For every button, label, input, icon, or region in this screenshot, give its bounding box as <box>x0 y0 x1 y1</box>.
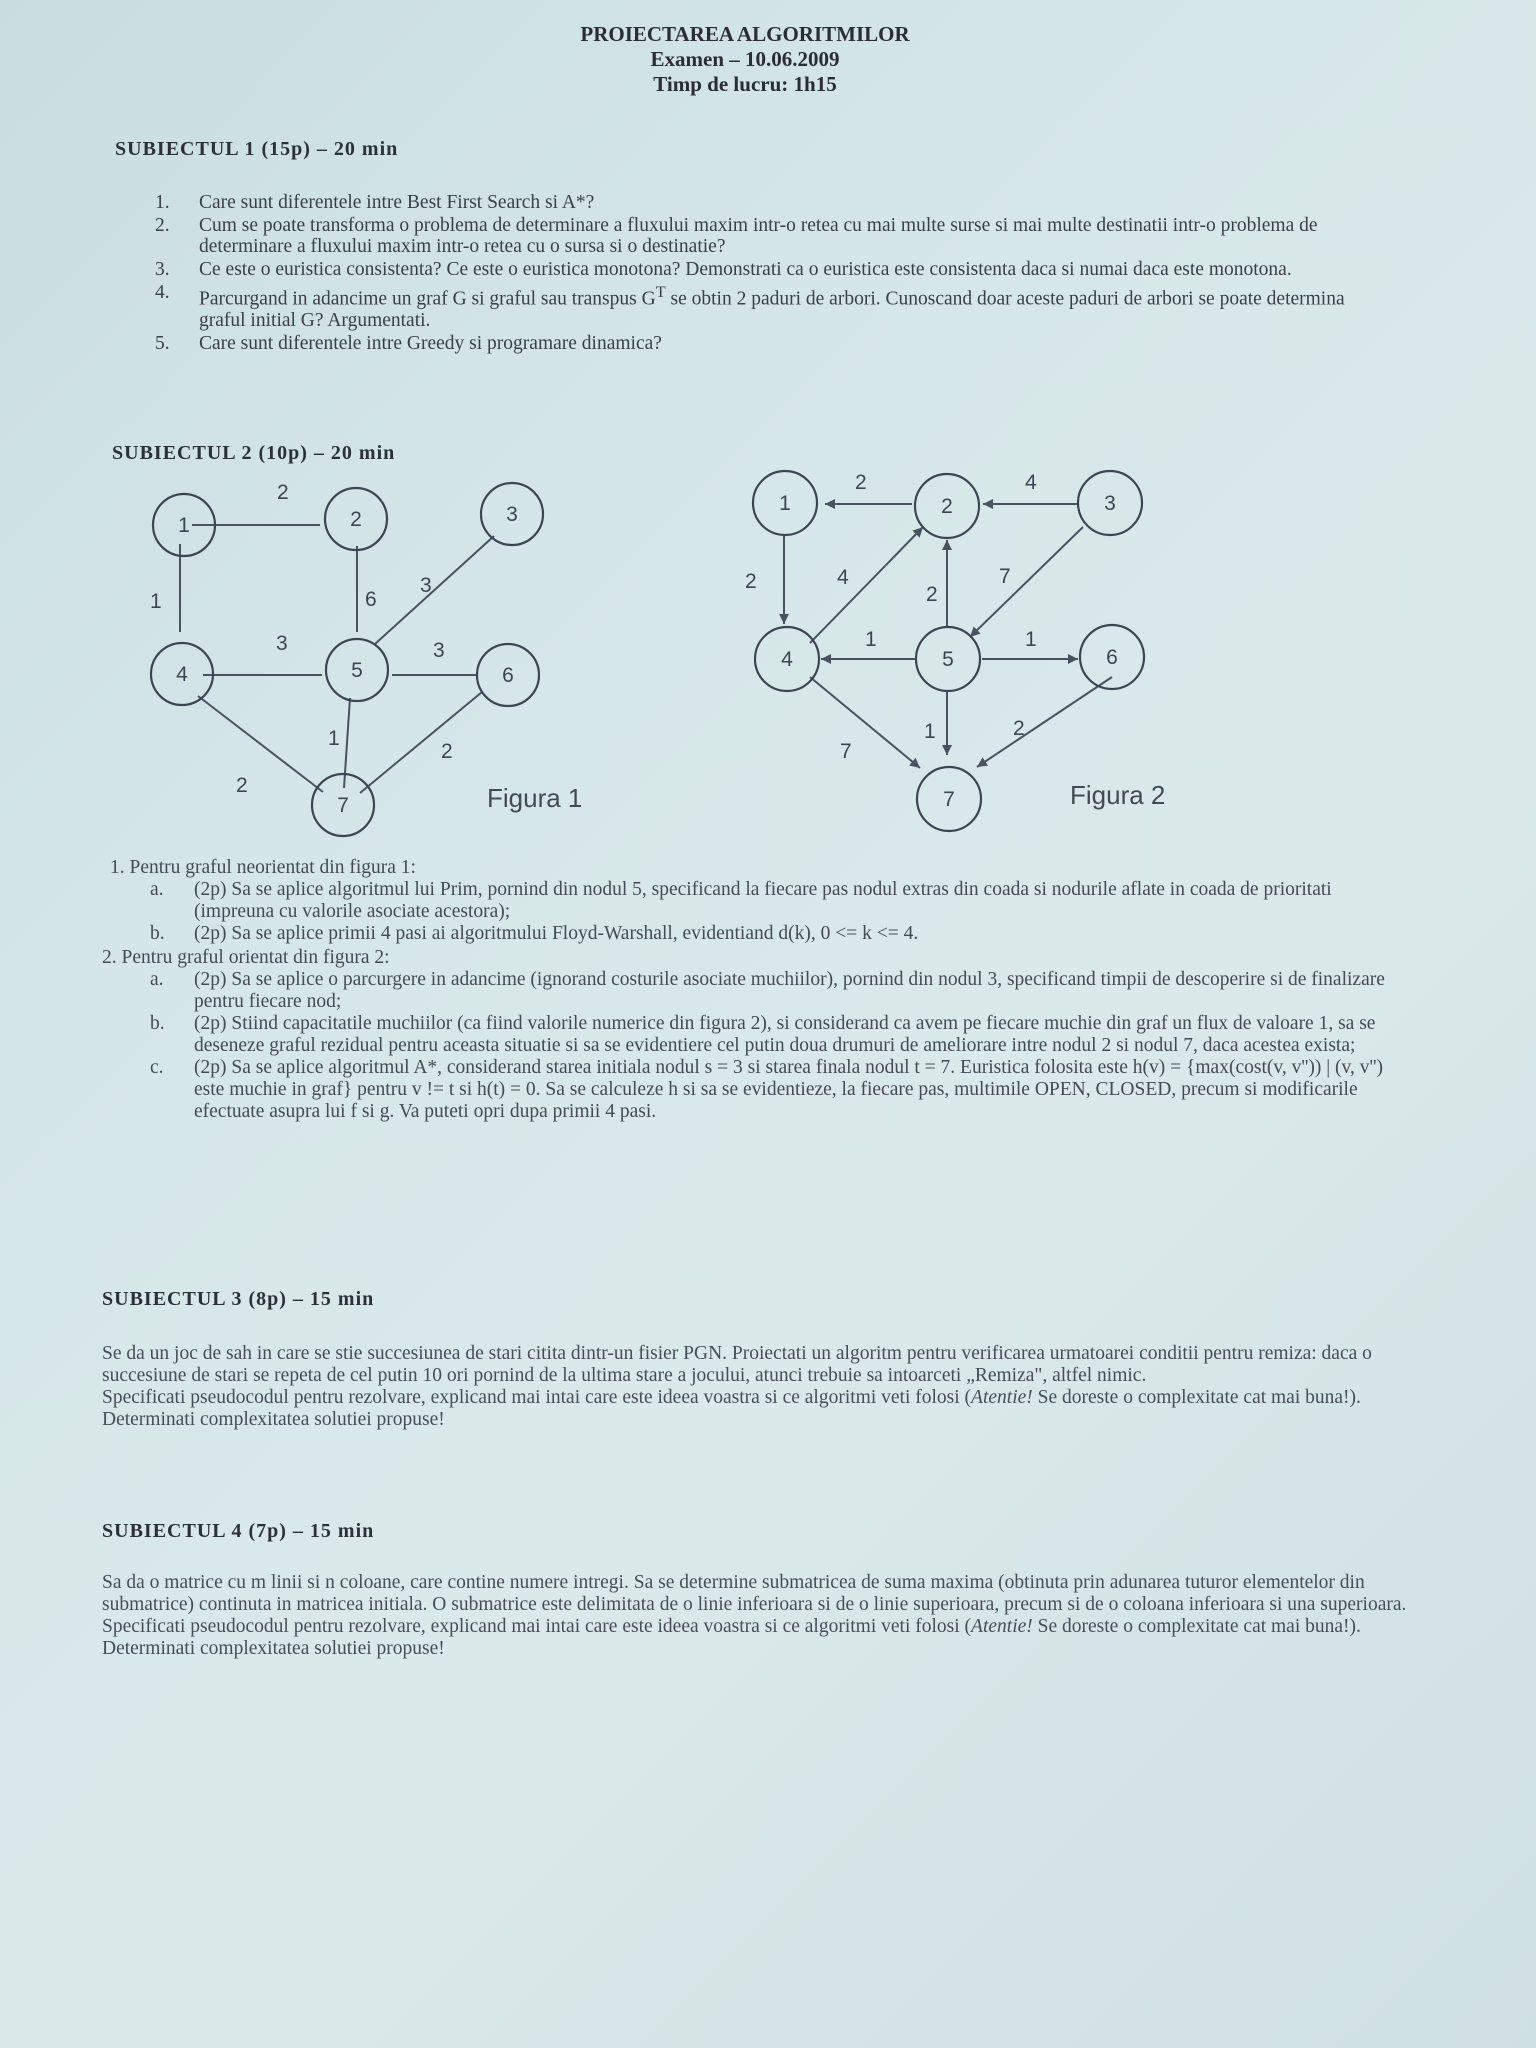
figure-1-label: Figura 1 <box>487 783 583 813</box>
question-number: 4. <box>155 282 170 303</box>
svg-text:6: 6 <box>1106 646 1118 669</box>
task-text: (2p) Sa se aplice primii 4 pasi ai algoritmului Floyd-Warshall, evidentiand d(k), 0 <= k <= 4. <box>194 923 919 944</box>
graph-node <box>917 767 981 831</box>
section-4-title: SUBIECTUL 4 (7p) – 15 min <box>102 1520 375 1542</box>
graph-node <box>755 627 819 691</box>
graph-node <box>1078 471 1142 535</box>
graph-node <box>1080 625 1144 689</box>
section-3-title: SUBIECTUL 3 (8p) – 15 min <box>102 1288 375 1310</box>
edge-4-to-2 <box>810 527 923 643</box>
task-item <box>150 1013 1412 1057</box>
edge-4-to-7 <box>810 677 920 768</box>
weight-6-7: 2 <box>1013 717 1025 740</box>
edge-4-7 <box>198 696 323 792</box>
section-4-statement: Sa da o matrice cu m linii si n coloane, care contine numere intregi. Sa se determine submatricea de suma maxima (obtinuta prin adunarea tuturor elementelor din submatrice) continuta in matricea initiala. O submatrice este delimitata de o linie inferioara si de o linie superioara, precum si de o coloana inferioara si una superioara. <box>102 1572 1407 1615</box>
task-item <box>150 1057 1412 1123</box>
section-2-tasks <box>102 855 1412 1123</box>
question-text: Care sunt diferentele intre Best First Search si A*? <box>199 192 595 213</box>
graph-node <box>312 774 374 836</box>
question-number: 2. <box>155 215 170 236</box>
svg-text:6: 6 <box>502 664 514 687</box>
task-item <box>150 879 1412 923</box>
task-letter: b. <box>150 1013 165 1034</box>
weight-3-2: 4 <box>1025 471 1037 494</box>
svg-text:2: 2 <box>941 495 953 518</box>
task-letter: a. <box>150 879 164 900</box>
weight-1-4: 1 <box>150 590 162 613</box>
svg-text:4: 4 <box>176 663 188 686</box>
question-item <box>155 215 1385 257</box>
task-letter: b. <box>150 923 165 944</box>
svg-text:1: 1 <box>178 514 190 537</box>
section-3-statement: Se da un joc de sah in care se stie succesiunea de stari citita dintr-un fisier PGN. Proiectati un algoritm pentru verificarea urmatoarei conditii pentru remiza: daca o succesiune de stari se repeta de cel putin 10 ori pornind de la ultima stare a jocului, atunci trebuie sa intoarceti „Remiza", altfel nimic. <box>102 1343 1372 1386</box>
weight-5-7: 1 <box>924 720 936 743</box>
svg-text:5: 5 <box>351 659 363 682</box>
section-4-body <box>102 1572 1414 1660</box>
svg-text:2: 2 <box>350 508 362 531</box>
graph-node <box>477 644 539 706</box>
figure-2-label: Figura 2 <box>1070 780 1166 810</box>
task-1-heading: 1. Pentru graful neorientat din figura 1: <box>110 857 416 878</box>
question-text <box>199 282 1385 331</box>
weight-5-2: 2 <box>926 583 938 606</box>
question-text: Cum se poate transforma o problema de determinare a fluxului maxim intr-o retea cu mai multe surse si mai multe destinatii intr-o problema de determinare a fluxului maxim intr-o retea cu o sursa si o destinatie? <box>199 215 1318 257</box>
course-title: PROIECTAREA ALGORITMILOR <box>580 22 910 46</box>
question-item <box>155 192 1385 213</box>
weight-4-2: 4 <box>837 566 849 589</box>
weight-2-1: 2 <box>855 471 867 494</box>
weight-5-6: 3 <box>433 639 445 662</box>
question-number: 5. <box>155 332 170 354</box>
weight-4-5: 3 <box>276 632 288 655</box>
attention-note: Atentie! <box>971 1616 1033 1637</box>
weight-2-5: 6 <box>365 588 377 611</box>
weight-3-5: 3 <box>420 574 432 597</box>
section-4-instructions: Specificati pseudocodul pentru rezolvare, explicand mai intai care este ideea voastra si ce algoritmi veti folosi (Atentie! Se doreste o complexitate cat mai buna!). Determinati complexitatea solutiei propuse! <box>102 1616 1361 1659</box>
task-2-heading: 2. Pentru graful orientat din figura 2: <box>102 947 390 968</box>
task-letter: c. <box>150 1057 164 1078</box>
svg-text:3: 3 <box>506 503 518 526</box>
section-1-questions <box>155 192 1385 356</box>
weight-6-7: 2 <box>441 740 453 763</box>
graph-node <box>481 483 543 545</box>
section-1-title: SUBIECTUL 1 (15p) – 20 min <box>115 138 399 160</box>
task-item <box>150 923 1412 945</box>
question-text: Care sunt diferentele intre Greedy si programare dinamica? <box>199 332 662 354</box>
svg-text:1: 1 <box>779 492 791 515</box>
svg-text:5: 5 <box>942 648 954 671</box>
question-number: 1. <box>155 192 170 213</box>
question-text-part: se obtin 2 paduri de arbori. Cunoscand doar aceste paduri de arbori se poate determina graful initial G? Argumentati. <box>199 288 1345 331</box>
task-text: (2p) Sa se aplice algoritmul lui Prim, pornind din nodul 5, specificand la fiecare pas nodul extras din coada si nodurile aflate in coada de prioritati (impreuna cu valorile asociate acestora); <box>194 879 1332 922</box>
graph-node <box>916 627 980 691</box>
graph-node <box>753 471 817 535</box>
figure-2-edges <box>784 504 1112 768</box>
svg-text:7: 7 <box>943 788 955 811</box>
question-item <box>155 259 1385 280</box>
weight-5-7: 1 <box>328 727 340 750</box>
weight-3-5: 7 <box>999 565 1011 588</box>
section-3-instructions: Specificati pseudocodul pentru rezolvare, explicand mai intai care este ideea voastra si ce algoritmi veti folosi (Atentie! Se doreste o complexitate cat mai buna!). Determinati complexitatea solutiei propuse! <box>102 1387 1361 1430</box>
weight-5-4: 1 <box>865 628 877 651</box>
task-letter: a. <box>150 969 164 990</box>
question-item <box>155 333 1385 354</box>
weight-4-7: 7 <box>840 740 852 763</box>
task-item <box>150 969 1412 1013</box>
task-text: (2p) Sa se aplice algoritmul A*, considerand starea initiala nodul s = 3 si starea finala nodul t = 7. Euristica folosita este h(v) = {max(cost(v, v'')) | (v, v'') este muchie in graf} pentru v != t si h(t) = 0. Sa se calculeze h si sa se evidentieze, la fiecare pas, multimile OPEN, CLOSED, precum si modificarile efectuate asupra lui f si g. Va puteti opri dupa primii 4 pasi. <box>194 1057 1384 1122</box>
task-text: (2p) Stiind capacitatile muchiilor (ca fiind valorile numerice din figura 2), si considerand ca avem pe fiecare muchie din graf un flux de valoare 1, sa se deseneze graful rezidual pentru aceasta situatie si sa se evidentiere cel putin doua drumuri de ameliorare intre nodul 2 si nodul 7, daca acestea exista; <box>194 1013 1376 1056</box>
question-text-part: Parcurgand in adancime un graf G si graful sau transpus G <box>199 288 656 310</box>
section-3-body <box>102 1343 1414 1431</box>
task-text: (2p) Sa se aplice o parcurgere in adancime (ignorand costurile asociate muchiilor), pornind din nodul 3, specificand timpii de descoperire si de finalizare pentru fiecare nod; <box>194 969 1385 1012</box>
svg-text:4: 4 <box>781 648 793 671</box>
attention-note: Atentie! <box>971 1387 1033 1408</box>
figure-1-weights <box>150 481 453 797</box>
edge-3-5 <box>375 536 494 644</box>
question-item <box>155 282 1385 331</box>
graph-node <box>326 639 388 701</box>
edge-6-7 <box>360 692 482 793</box>
graph-node <box>325 488 387 550</box>
weight-5-6: 1 <box>1025 628 1037 651</box>
section-2-title: SUBIECTUL 2 (10p) – 20 min <box>112 442 396 464</box>
transpose-superscript: T <box>655 283 666 301</box>
weight-1-2: 2 <box>277 481 289 504</box>
exam-duration: Timp de lucru: 1h15 <box>653 72 837 96</box>
weight-4-7: 2 <box>236 774 248 797</box>
edge-3-to-5 <box>970 527 1083 637</box>
graph-node <box>915 474 979 538</box>
question-number: 3. <box>155 259 170 280</box>
exam-date: Examen – 10.06.2009 <box>650 47 840 71</box>
exam-header <box>0 22 1490 97</box>
svg-text:7: 7 <box>337 794 349 817</box>
weight-1-4: 2 <box>745 570 757 593</box>
edge-6-to-7 <box>977 677 1112 767</box>
svg-text:3: 3 <box>1104 492 1116 515</box>
question-text: Ce este o euristica consistenta? Ce este o euristica monotona? Demonstrati ca o euristica este consistenta daca si numai daca este monotona. <box>199 259 1292 280</box>
